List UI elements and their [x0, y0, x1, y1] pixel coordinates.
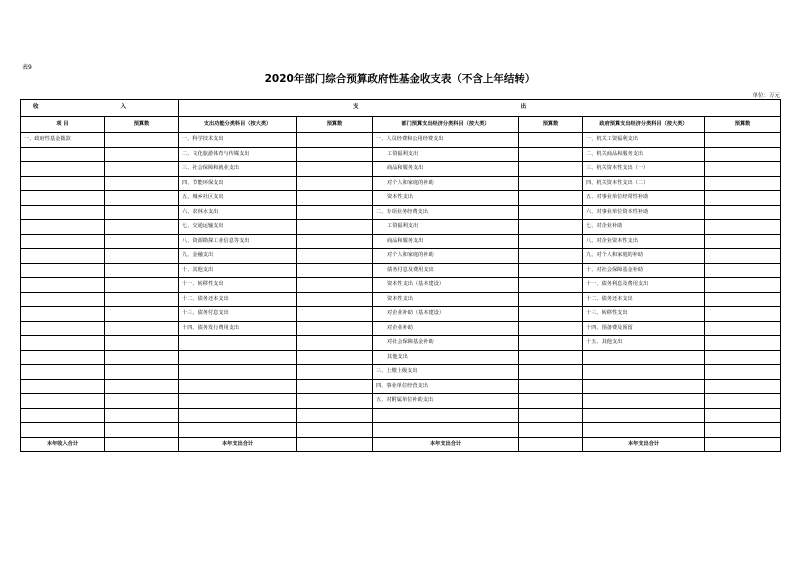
- table-cell: [105, 423, 179, 438]
- table-cell: [705, 205, 781, 220]
- table-cell: [21, 394, 105, 409]
- table-cell: [105, 176, 179, 191]
- table-cell: 六、对事业单位资本性补助: [583, 205, 705, 220]
- table-row: [21, 176, 781, 191]
- table-cell: 二、专项业务经费支出: [373, 205, 519, 220]
- page-title: 2020年部门综合预算政府性基金收支表（不含上年结转）: [264, 73, 536, 85]
- table-cell: [519, 133, 583, 148]
- table-cell: [705, 234, 781, 249]
- total-cell: [297, 437, 373, 452]
- table-cell: 十四、预备费及预留: [583, 321, 705, 336]
- table-cell: [519, 336, 583, 351]
- table-cell: [105, 321, 179, 336]
- table-cell: [519, 176, 583, 191]
- table-row: [21, 292, 781, 307]
- table-cell: [105, 220, 179, 235]
- column-header: 预算数: [297, 117, 373, 133]
- table-cell: [297, 176, 373, 191]
- table-cell: 十、其他支出: [179, 263, 297, 278]
- table-cell: [705, 321, 781, 336]
- table-cell: [519, 408, 583, 423]
- table-cell: 资本性支出（基本建设）: [373, 278, 519, 293]
- table-cell: 一、机关工资福利支出: [583, 133, 705, 148]
- table-cell: 对社会保障基金补助: [373, 336, 519, 351]
- table-cell: [519, 147, 583, 162]
- table-cell: 对个人和家庭的补助: [373, 176, 519, 191]
- table-cell: [519, 350, 583, 365]
- table-cell: [705, 292, 781, 307]
- table-cell: [297, 147, 373, 162]
- table-cell: [297, 162, 373, 177]
- total-cell: 本年收入合计: [21, 437, 105, 452]
- table-cell: [105, 191, 179, 206]
- table-cell: [105, 379, 179, 394]
- table-row: [21, 133, 781, 148]
- table-cell: [297, 423, 373, 438]
- total-cell: 本年支出合计: [179, 437, 297, 452]
- table-cell: 八、对企业资本性支出: [583, 234, 705, 249]
- table-cell: [583, 423, 705, 438]
- table-cell: 债务付息及费用支出: [373, 263, 519, 278]
- table-row: [21, 191, 781, 206]
- table-cell: 十三、转移性支出: [583, 307, 705, 322]
- table-cell: 一、政府性基金拨款: [21, 133, 105, 148]
- table-cell: [705, 176, 781, 191]
- table-cell: 工资福利支出: [373, 220, 519, 235]
- table-cell: 对企业补助: [373, 321, 519, 336]
- table-row: [21, 379, 781, 394]
- table-cell: [297, 307, 373, 322]
- table-cell: [297, 220, 373, 235]
- table-row: [21, 205, 781, 220]
- table-cell: [583, 365, 705, 380]
- table-cell: [705, 423, 781, 438]
- table-cell: [21, 365, 105, 380]
- table-cell: [705, 350, 781, 365]
- table-row: [21, 321, 781, 336]
- table-cell: [519, 394, 583, 409]
- table-row: [21, 147, 781, 162]
- table-cell: [179, 423, 297, 438]
- budget-table: [20, 99, 781, 452]
- table-cell: 资本性支出: [373, 292, 519, 307]
- table-cell: [705, 147, 781, 162]
- table-cell: 八、资源勘探工业信息等支出: [179, 234, 297, 249]
- table-cell: [297, 336, 373, 351]
- table-cell: [297, 408, 373, 423]
- table-cell: [297, 350, 373, 365]
- table-cell: [105, 162, 179, 177]
- table-cell: [105, 205, 179, 220]
- table-cell: [105, 408, 179, 423]
- table-row: [21, 365, 781, 380]
- table-cell: [179, 408, 297, 423]
- table-cell: [297, 278, 373, 293]
- table-cell: 二、文化旅游体育与传媒支出: [179, 147, 297, 162]
- table-cell: [21, 147, 105, 162]
- table-cell: [179, 350, 297, 365]
- table-cell: [21, 423, 105, 438]
- table-cell: [519, 191, 583, 206]
- table-cell: [519, 205, 583, 220]
- table-cell: [519, 423, 583, 438]
- total-cell: 本年支出合计: [583, 437, 705, 452]
- table-cell: [105, 307, 179, 322]
- column-header: 预算数: [705, 117, 781, 133]
- table-cell: 三、上缴上级支出: [373, 365, 519, 380]
- table-cell: [105, 249, 179, 264]
- column-header: 项 目: [21, 117, 105, 133]
- table-cell: 一、人员经费和公用经费支出: [373, 133, 519, 148]
- table-cell: 十二、债务还本支出: [583, 292, 705, 307]
- table-cell: 七、对企业补助: [583, 220, 705, 235]
- table-row: [21, 394, 781, 409]
- table-cell: 五、城乡社区支出: [179, 191, 297, 206]
- table-cell: [21, 162, 105, 177]
- table-cell: [519, 307, 583, 322]
- table-cell: [519, 365, 583, 380]
- expense-section-header: 支 出: [179, 100, 781, 117]
- table-cell: [297, 263, 373, 278]
- table-cell: [519, 249, 583, 264]
- table-number-label: 表9: [22, 64, 32, 71]
- table-row: [21, 220, 781, 235]
- table-row: [21, 249, 781, 264]
- table-cell: [21, 321, 105, 336]
- table-cell: [705, 191, 781, 206]
- table-cell: [297, 365, 373, 380]
- table-cell: [21, 176, 105, 191]
- table-cell: [297, 249, 373, 264]
- table-cell: [21, 220, 105, 235]
- column-header: 预算数: [519, 117, 583, 133]
- table-row: [21, 162, 781, 177]
- table-row: [21, 423, 781, 438]
- column-header: 支出功能分类科目（按大类）: [179, 117, 297, 133]
- table-cell: [21, 350, 105, 365]
- table-cell: [21, 379, 105, 394]
- table-cell: 五、对附属单位补助支出: [373, 394, 519, 409]
- table-cell: [519, 278, 583, 293]
- unit-label: 单位：万元: [752, 93, 780, 99]
- table-cell: 十三、债务付息支出: [179, 307, 297, 322]
- table-cell: 十五、其他支出: [583, 336, 705, 351]
- table-row: [21, 263, 781, 278]
- table-cell: 其他支出: [373, 350, 519, 365]
- table-cell: [21, 292, 105, 307]
- table-cell: [705, 408, 781, 423]
- table-cell: [519, 292, 583, 307]
- column-header: 部门预算支出经济分类科目（按大类）: [373, 117, 519, 133]
- section-header-row: [21, 100, 781, 117]
- table-cell: 九、对个人和家庭的补助: [583, 249, 705, 264]
- table-cell: 十一、债务利息及费用支出: [583, 278, 705, 293]
- table-cell: [705, 394, 781, 409]
- table-cell: [705, 307, 781, 322]
- table-cell: 四、机关资本性支出（二）: [583, 176, 705, 191]
- table-cell: [179, 336, 297, 351]
- table-cell: [105, 133, 179, 148]
- table-cell: [519, 321, 583, 336]
- table-cell: [105, 278, 179, 293]
- table-row: [21, 278, 781, 293]
- table-cell: [297, 205, 373, 220]
- table-cell: [373, 408, 519, 423]
- table-cell: [519, 379, 583, 394]
- table-cell: [519, 162, 583, 177]
- table-cell: [297, 191, 373, 206]
- table-cell: [705, 379, 781, 394]
- total-cell: 本年支出合计: [373, 437, 519, 452]
- table-cell: 商品和服务支出: [373, 162, 519, 177]
- table-cell: [705, 278, 781, 293]
- table-cell: [519, 234, 583, 249]
- table-cell: 二、机关商品和服务支出: [583, 147, 705, 162]
- table-cell: [705, 220, 781, 235]
- table-cell: [21, 263, 105, 278]
- table-cell: 十一、转移性支出: [179, 278, 297, 293]
- table-cell: 十、对社会保障基金补助: [583, 263, 705, 278]
- table-cell: 四、事业单位经营支出: [373, 379, 519, 394]
- table-cell: [105, 365, 179, 380]
- table-cell: [297, 394, 373, 409]
- table-cell: [583, 350, 705, 365]
- table-cell: 五、对事业单位经常性补助: [583, 191, 705, 206]
- table-cell: 工资福利支出: [373, 147, 519, 162]
- table-cell: [105, 234, 179, 249]
- table-cell: 十四、债务发行费用支出: [179, 321, 297, 336]
- table-cell: [21, 234, 105, 249]
- table-cell: [297, 234, 373, 249]
- table-cell: [105, 336, 179, 351]
- table-row: [21, 307, 781, 322]
- table-cell: 十二、债务还本支出: [179, 292, 297, 307]
- total-cell: [519, 437, 583, 452]
- table-cell: 对企业补助（基本建设）: [373, 307, 519, 322]
- total-cell: [705, 437, 781, 452]
- table-cell: [21, 249, 105, 264]
- table-cell: [179, 379, 297, 394]
- table-cell: [373, 423, 519, 438]
- table-cell: [705, 133, 781, 148]
- table-cell: 九、金融支出: [179, 249, 297, 264]
- table-cell: [21, 205, 105, 220]
- table-cell: 七、交通运输支出: [179, 220, 297, 235]
- table-cell: 对个人和家庭的补助: [373, 249, 519, 264]
- table-cell: [105, 350, 179, 365]
- table-cell: [297, 379, 373, 394]
- table-cell: [705, 162, 781, 177]
- table-cell: [105, 292, 179, 307]
- table-cell: [297, 321, 373, 336]
- table-cell: [105, 263, 179, 278]
- table-cell: [179, 365, 297, 380]
- table-cell: [21, 191, 105, 206]
- table-cell: 三、社会保障和就业支出: [179, 162, 297, 177]
- table-cell: [705, 249, 781, 264]
- table-cell: [179, 394, 297, 409]
- table-cell: [583, 379, 705, 394]
- table-row: [21, 234, 781, 249]
- table-cell: [105, 147, 179, 162]
- income-section-header: 收 入: [21, 100, 179, 117]
- table-cell: [519, 263, 583, 278]
- table-cell: [21, 307, 105, 322]
- table-cell: 商品和服务支出: [373, 234, 519, 249]
- table-cell: [519, 220, 583, 235]
- table-cell: [705, 365, 781, 380]
- column-header: 政府预算支出经济分类科目（按大类）: [583, 117, 705, 133]
- table-cell: [297, 292, 373, 307]
- table-cell: [297, 133, 373, 148]
- table-row: [21, 408, 781, 423]
- table-cell: [105, 394, 179, 409]
- table-cell: [21, 408, 105, 423]
- table-cell: [705, 336, 781, 351]
- table-row: [21, 350, 781, 365]
- table-cell: [21, 336, 105, 351]
- total-cell: [105, 437, 179, 452]
- table-cell: [21, 278, 105, 293]
- totals-row: [21, 437, 781, 452]
- table-cell: 一、科学技术支出: [179, 133, 297, 148]
- column-header-row: [21, 117, 781, 133]
- table-cell: 四、节能环保支出: [179, 176, 297, 191]
- table-cell: 六、农林水支出: [179, 205, 297, 220]
- table-row: [21, 336, 781, 351]
- table-cell: [705, 263, 781, 278]
- table-cell: [583, 394, 705, 409]
- table-cell: 资本性支出: [373, 191, 519, 206]
- column-header: 预算数: [105, 117, 179, 133]
- table-cell: 三、机关资本性支出（一）: [583, 162, 705, 177]
- table-cell: [583, 408, 705, 423]
